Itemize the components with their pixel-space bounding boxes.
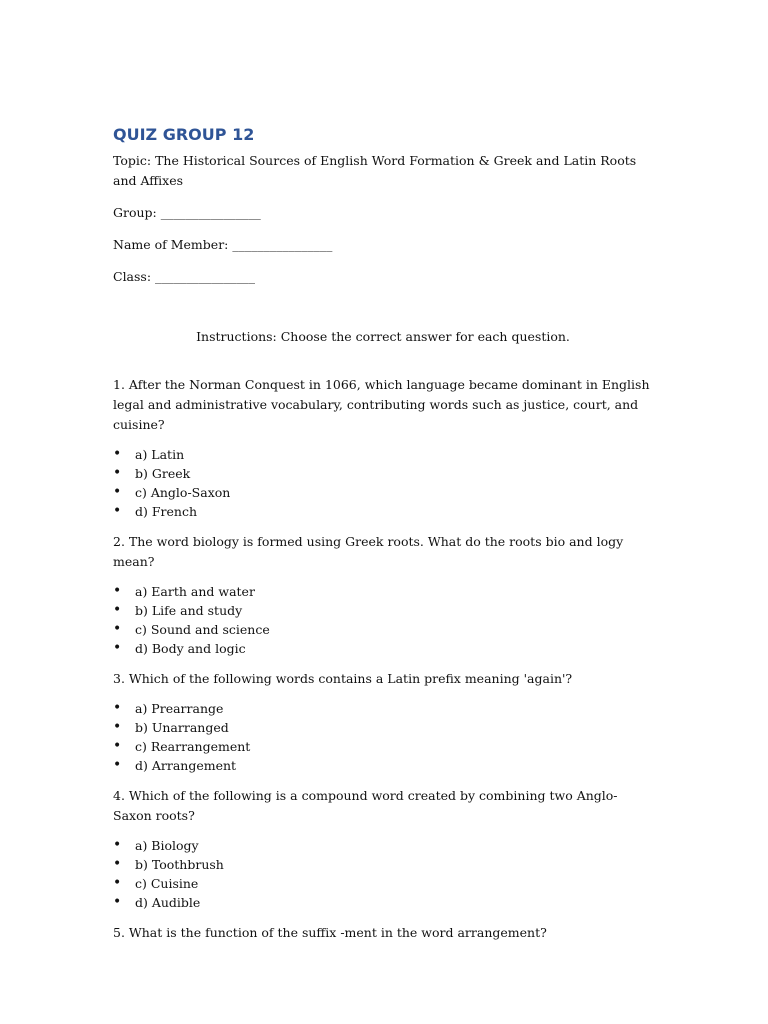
option-label: b) Unarranged — [135, 720, 229, 735]
option-item — [113, 836, 653, 855]
option-label: d) French — [135, 504, 197, 519]
instructions-text: Instructions: Choose the correct answer for each question. — [196, 329, 570, 344]
bullet-icon: • — [113, 856, 122, 872]
option-item — [113, 464, 653, 483]
option-item — [113, 737, 653, 756]
question-4: 4. Which of the following is a compound word created by combining two Anglo-Saxon roots? — [113, 788, 618, 823]
option-item — [113, 639, 653, 658]
member-name-field: Name of Member: ________________ — [113, 237, 333, 252]
bullet-icon: • — [113, 503, 122, 519]
bullet-icon: • — [113, 465, 122, 481]
bullet-icon: • — [113, 640, 122, 656]
bullet-icon: • — [113, 875, 122, 891]
question-5: 5. What is the function of the suffix -ment in the word arrangement? — [113, 925, 547, 940]
bullet-icon: • — [113, 484, 122, 500]
option-item — [113, 855, 653, 874]
option-label: a) Earth and water — [135, 584, 255, 599]
bullet-icon: • — [113, 894, 122, 910]
option-label: a) Latin — [135, 447, 185, 462]
bullet-icon: • — [113, 700, 122, 716]
bullet-icon: • — [113, 621, 122, 637]
option-item — [113, 620, 653, 639]
bullet-icon: • — [113, 446, 122, 462]
option-label: c) Cuisine — [135, 876, 199, 891]
bullet-icon: • — [113, 837, 122, 853]
question-2-options — [113, 582, 653, 658]
class-field: Class: ________________ — [113, 269, 256, 284]
topic-text: Topic: The Historical Sources of English Word Formation & Greek and Latin Roots and Affixes — [113, 153, 637, 188]
question-4-options — [113, 836, 653, 912]
option-item — [113, 582, 653, 601]
question-1: 1. After the Norman Conquest in 1066, which language became dominant in English legal and administrative vocabulary, contributing words such as justice, court, and cuisine? — [113, 377, 650, 432]
option-label: b) Greek — [135, 466, 191, 481]
option-label: d) Body and logic — [135, 641, 246, 656]
option-label: a) Prearrange — [135, 701, 224, 716]
option-item — [113, 874, 653, 893]
option-item — [113, 893, 653, 912]
bullet-icon: • — [113, 602, 122, 618]
quiz-title: QUIZ GROUP 12 — [113, 125, 255, 144]
document-page — [113, 124, 653, 953]
bullet-icon: • — [113, 757, 122, 773]
option-item — [113, 502, 653, 521]
option-item — [113, 718, 653, 737]
question-2: 2. The word biology is formed using Greek roots. What do the roots bio and logy mean? — [113, 534, 624, 569]
option-item — [113, 699, 653, 718]
group-field: Group: ________________ — [113, 205, 261, 220]
option-label: b) Life and study — [135, 603, 243, 618]
option-label: d) Arrangement — [135, 758, 237, 773]
option-item — [113, 601, 653, 620]
bullet-icon: • — [113, 583, 122, 599]
question-1-options — [113, 445, 653, 521]
option-label: b) Toothbrush — [135, 857, 224, 872]
option-label: a) Biology — [135, 838, 199, 853]
option-label: c) Anglo-Saxon — [135, 485, 231, 500]
bullet-icon: • — [113, 719, 122, 735]
option-item — [113, 445, 653, 464]
question-3-options — [113, 699, 653, 775]
bullet-icon: • — [113, 738, 122, 754]
option-label: d) Audible — [135, 895, 201, 910]
option-item — [113, 756, 653, 775]
question-3: 3. Which of the following words contains a Latin prefix meaning 'again'? — [113, 671, 573, 686]
option-label: c) Rearrangement — [135, 739, 251, 754]
option-label: c) Sound and science — [135, 622, 270, 637]
option-item — [113, 483, 653, 502]
